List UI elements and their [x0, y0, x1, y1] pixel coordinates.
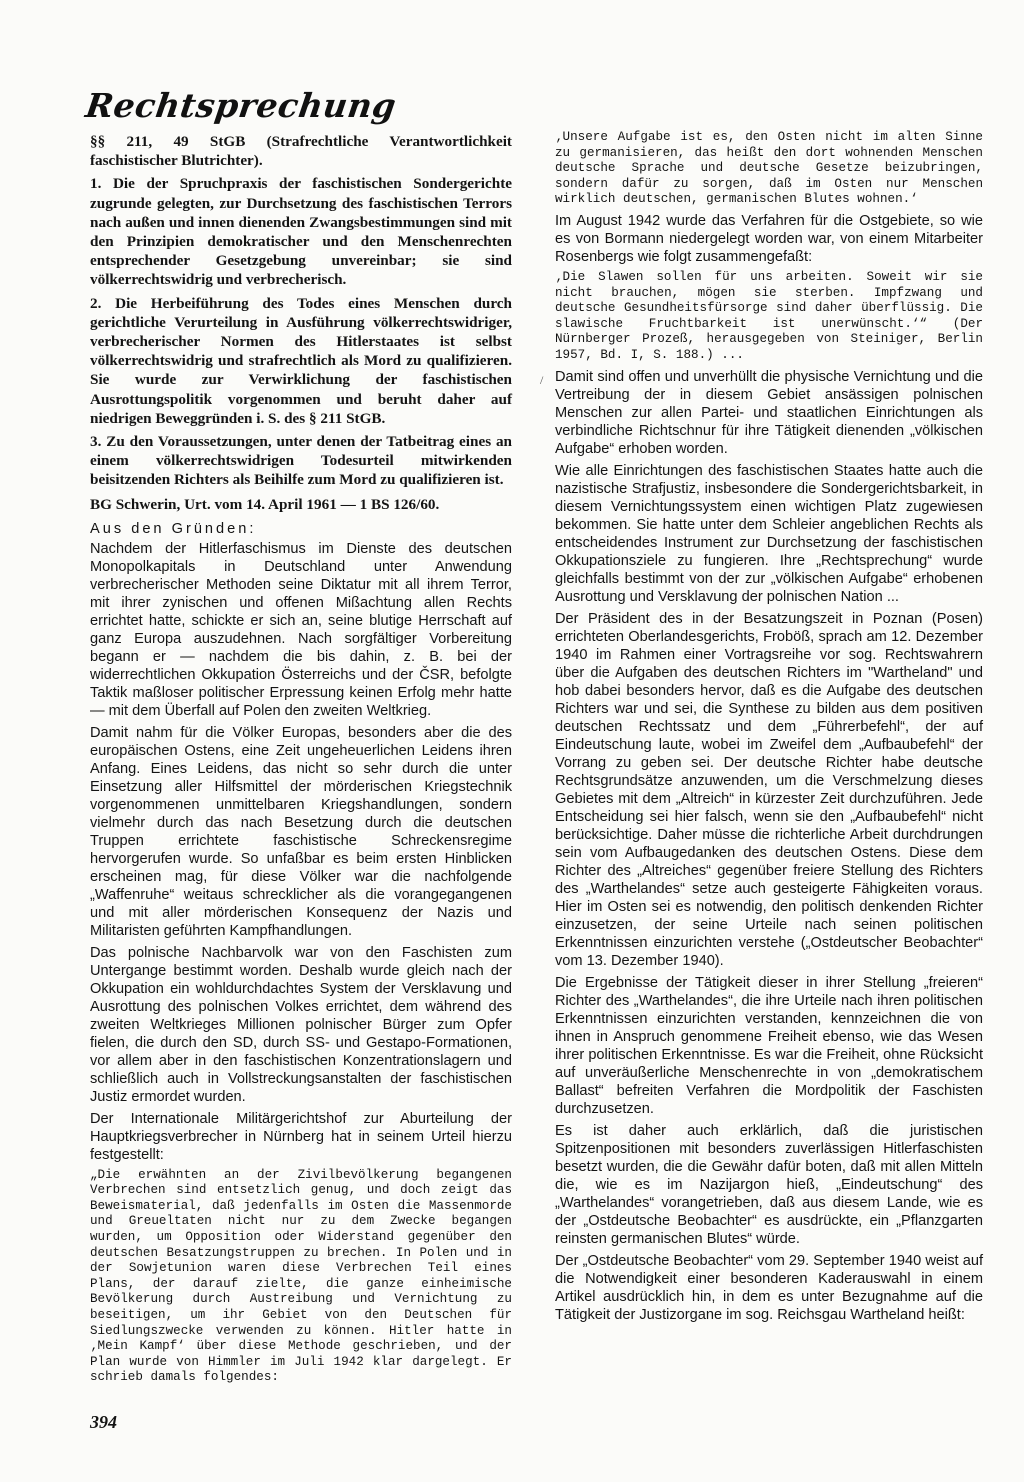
headnote-1: 1. Die der Spruchpraxis der faschistischen Sondergerichte zugrunde gelegten, zur Durchsetzung des faschistischen Terrors nach außen und innen dienenden Zwangsbestimmungen sind mit den Prinzipien demokratischer und den Menschenrechten entsprechender Gesetzgebung unvereinbar; sie sind völkerrechtswidrig und verbrecherisch.	[90, 175, 512, 289]
paragraph: Damit nahm für die Völker Europas, besonders aber die des europäischen Ostens, eine Zeit ungeheuerlichen Leidens ihren Anfang. Eines Leidens, das nicht so sehr durch die unter Einsetzung aller Hilfsmittel der mörderischen Kriegstechnik vorgenommenen unmittelbaren Kriegshandlungen, sondern vielmehr durch das nach Besetzung durch die deutschen Truppen errichtete faschistische Schreckensregime hervorgerufen wurde. So unfaßbar es beim ersten Hinblicken erscheinen mag, für diese Völker war die nachfolgende „Waffenruhe“ weitaus schrecklicher als die vorangegangenen und mit aller mörderischen Konsequenz der Nazis und Militaristen geführten Kampfhandlungen.	[90, 724, 512, 939]
paragraph: Das polnische Nachbarvolk war von den Faschisten zum Untergange bestimmt worden. Deshalb wurde gleich nach der Okkupation ein wohldurchdachtes System der Versklavung und Ausrottung des polnischen Volkes errichtet, dem während des zweiten Weltkrieges Millionen polnischer Bürger zum Opfer fielen, die durch den SD, durch SS- und Gestapo-Formationen, vor allem aber in den faschistischen Konzentrationslagern und schließlich auch in Vollstreckungsanstalten der faschistischen Justiz ermordet wurden.	[90, 944, 512, 1105]
case-citation: BG Schwerin, Urt. vom 14. April 1961 — 1 BS 126/60.	[90, 495, 440, 513]
section-heading: Rechtsprechung	[83, 86, 399, 125]
right-column	[555, 130, 983, 1328]
paragraph: Wie alle Einrichtungen des faschistischen Staates hatte auch die nazistische Strafjustiz, insbesondere die Sondergerichtsbarkeit, in diesem Vernichtungssystem einen wichtigen Platz zugewiesen bekommen. Sie hatte unter dem Schleier angeblichen Rechts als entscheidendes Instrument zur Durchsetzung der faschistischen Okkupationsziele zu fungieren. Ihre „Rechtsprechung“ wurde gleichfalls bestimmt von der zur „völkischen Aufgabe“ erhobenen Ausrottung und Versklavung der polnischen Nation ...	[555, 462, 983, 605]
paragraph: Im August 1942 wurde das Verfahren für die Ostgebiete, so wie es von Bormann niedergelegt worden war, von einem Mitarbeiter Rosenbergs wie folgt zusammengefaßt:	[555, 212, 983, 265]
headnotes	[90, 132, 512, 490]
paragraph: Der Präsident des in der Besatzungszeit in Poznan (Posen) errichteten Oberlandesgerichts, Froböß, sprach am 12. Dezember 1940 im Rahmen einer Vortragsreihe vor sog. Rechtswahrern über die Aufgaben des deutschen Richters im "Wartheland" und hob dabei besonders hervor, daß es die Aufgabe des deutschen Richters war und sei, die Synthese zu bilden aus dem positiven deutschen Rechtssatz und dem „Führerbefehl“, der auf Eindeutschung laute, wobei im Zweifel dem „Aufbaubefehl“ der Vorrang zu geben sei. Der deutsche Richter habe deutsche Rechtsgrundsätze anzuwenden, um die Verschmelzung dieses Gebietes mit dem „Altreich“ in kürzester Zeit durchzuführen. Jede Entscheidung sei hier falsch, wenn sie den „Aufbaubefehl“ nicht berücksichtige. Daher müsse die richterliche Arbeit durchdrungen sein vom Aufbaugedanken des deutschen Ostens. Diese dem Richter des „Altreiches“ gegenüber freiere Stellung des Richters des „Warthelandes“ setze auch gesteigerte Fähigkeiten voraus. Hier im Osten sei es notwendig, den politisch denkenden Richter einzusetzen, der seine Urteile nach seinen politischen Erkenntnissen einzurichten verstehe („Ostdeutscher Beobachter“ vom 13. Dezember 1940).	[555, 610, 983, 969]
paragraph: Damit sind offen und unverhüllt die physische Vernichtung und die Vertreibung der in diesem Gebiet ansässigen polnischen Menschen zur allen Partei- und staatlichen Einrichtungen als verbindliche Richtschnur für ihre Tätigkeit dienenden „völkischen Aufgabe“ erhoben worden.	[555, 368, 983, 457]
block-quote: ‚Unsere Aufgabe ist es, den Osten nicht im alten Sinne zu germanisieren, das heißt den dort wohnenden Menschen deutsche Sprache und deutsche Gesetze beizubringen, sondern dafür zu sorgen, daß im Osten nur Menschen wirklich deutschen, germanischen Blutes wohnen.‘	[555, 130, 983, 207]
paragraph: Es ist daher auch erklärlich, daß die juristischen Spitzenpositionen mit besonders zuverlässigen Hitlerfaschisten besetzt wurden, die die Gewähr dafür boten, daß mit allen Mitteln die, wie es im Nazijargon hieß, „Eindeutschung“ des „Warthelandes“ vorangetrieben, daß aus diesem Lande, wie es der „Ostdeutsche Beobachter“ es ausdrückte, ein „Pflanzgarten reinsten germanischen Blutes“ würde.	[555, 1122, 983, 1247]
left-column	[90, 132, 512, 1390]
paragraph: Die Ergebnisse der Tätigkeit dieser in ihrer Stellung „freieren“ Richter des „Warthelandes“, die ihre Urteile nach ihren politischen Erkenntnissen einzurichten verstanden, kennzeichnen die von ihnen in Anspruch genommene Freiheit ebenso, wie das Wesen ihrer politischen Erkenntnisse. Es war die Freiheit, ohne Rücksicht auf unveräußerliche Menschenrechte in von „demokratischem Ballast“ befreiten Verfahren die Mordpolitik der Faschisten durchzusetzen.	[555, 974, 983, 1117]
headnote-3: 3. Zu den Voraussetzungen, unter denen der Tatbeitrag eines an einem völkerrechtswidrigen Todesurteil mitwirkenden beisitzenden Richters als Beihilfe zum Mord zu qualifizieren ist.	[90, 433, 512, 489]
page-number: 394	[90, 1412, 117, 1432]
paragraph: Der Internationale Militärgerichtshof zur Aburteilung der Hauptkriegsverbrecher in Nürnberg hat in seinem Urteil hierzu festgestellt:	[90, 1110, 512, 1163]
block-quote: „Die erwähnten an der Zivilbevölkerung begangenen Verbrechen sind entsetzlich genug, und doch zeigt das Beweismaterial, daß jedenfalls im Osten die Massenmorde und Greueltaten nicht nur zu dem Zwecke begangen wurden, um Opposition oder Widerstand gegenüber den deutschen Besatzungstruppen zu brechen. In Polen und in der Sowjetunion waren diese Verbrechen Teil eines Plans, der darauf zielte, die ganze einheimische Bevölkerung durch Austreibung und Vernichtung zu beseitigen, um ihr Gebiet von den Deutschen für Siedlungszwecke verwenden zu können. Hitler hatte in ‚Mein Kampf‘ über diese Methode geschrieben, und der Plan wurde von Himmler im Juli 1942 klar dargelegt. Er schrieb damals folgendes:	[90, 1167, 512, 1385]
paragraph: Nachdem der Hitlerfaschismus im Dienste des deutschen Monopolkapitals in Deutschland unter Anwendung verbrecherischer Methoden seine Diktatur mit all ihrem Terror, mit ihrer zynischen und offenen Mißachtung allen Rechts errichtet hatte, schickte er sich an, seine blutige Herrschaft auf ganz Europa auszudehnen. Nach sorgfältiger Vorbereitung begann er — nachdem die bis dahin, z. B. bei der widerrechtlichen Okkupation Österreichs und der ČSR, befolgte Taktik maßloser politischer Erpressung keinen Erfolg mehr hatte — mit dem Überfall auf Polen den zweiten Weltkrieg.	[90, 540, 512, 719]
block-quote: ‚Die Slawen sollen für uns arbeiten. Soweit wir sie nicht brauchen, mögen sie sterben. Impfzwang und deutsche Gesundheitsfürsorge sind daher überflüssig. Die slawische Fruchtbarkeit ist unerwünscht.‘“ (Der Nürnberger Prozeß, herausgegeben von Steiniger, Berlin 1957, Bd. I, S. 188.) ...	[555, 269, 983, 362]
grounds-label: Aus den Gründen:	[90, 520, 257, 537]
headnote-2: 2. Die Herbeiführung des Todes eines Menschen durch gerichtliche Verurteilung in Ausführung völkerrechtswidriger, verbrecherischer Normen des Hitlerstaates ist selbst völkerrechtswidrig und strafrechtlich als Mord zu qualifizieren. Sie wurde zur Verwirklichung der faschistischen Ausrottungspolitik vorgenommen und beruht daher auf niedrigen Beweggründen i. S. des § 211 StGB.	[90, 294, 512, 427]
margin-mark: /	[540, 373, 544, 387]
headnote-title: §§ 211, 49 StGB (Strafrechtliche Verantwortlichkeit faschistischer Blutrichter).	[90, 133, 512, 170]
paragraph: Der „Ostdeutsche Beobachter“ vom 29. September 1940 weist auf die Notwendigkeit einer besonderen Kaderauswahl in einem Artikel ausdrücklich hin, in dem es unter Bezugnahme auf die Tätigkeit der Justizorgane im sog. Reichsgau Wartheland heißt:	[555, 1252, 983, 1323]
